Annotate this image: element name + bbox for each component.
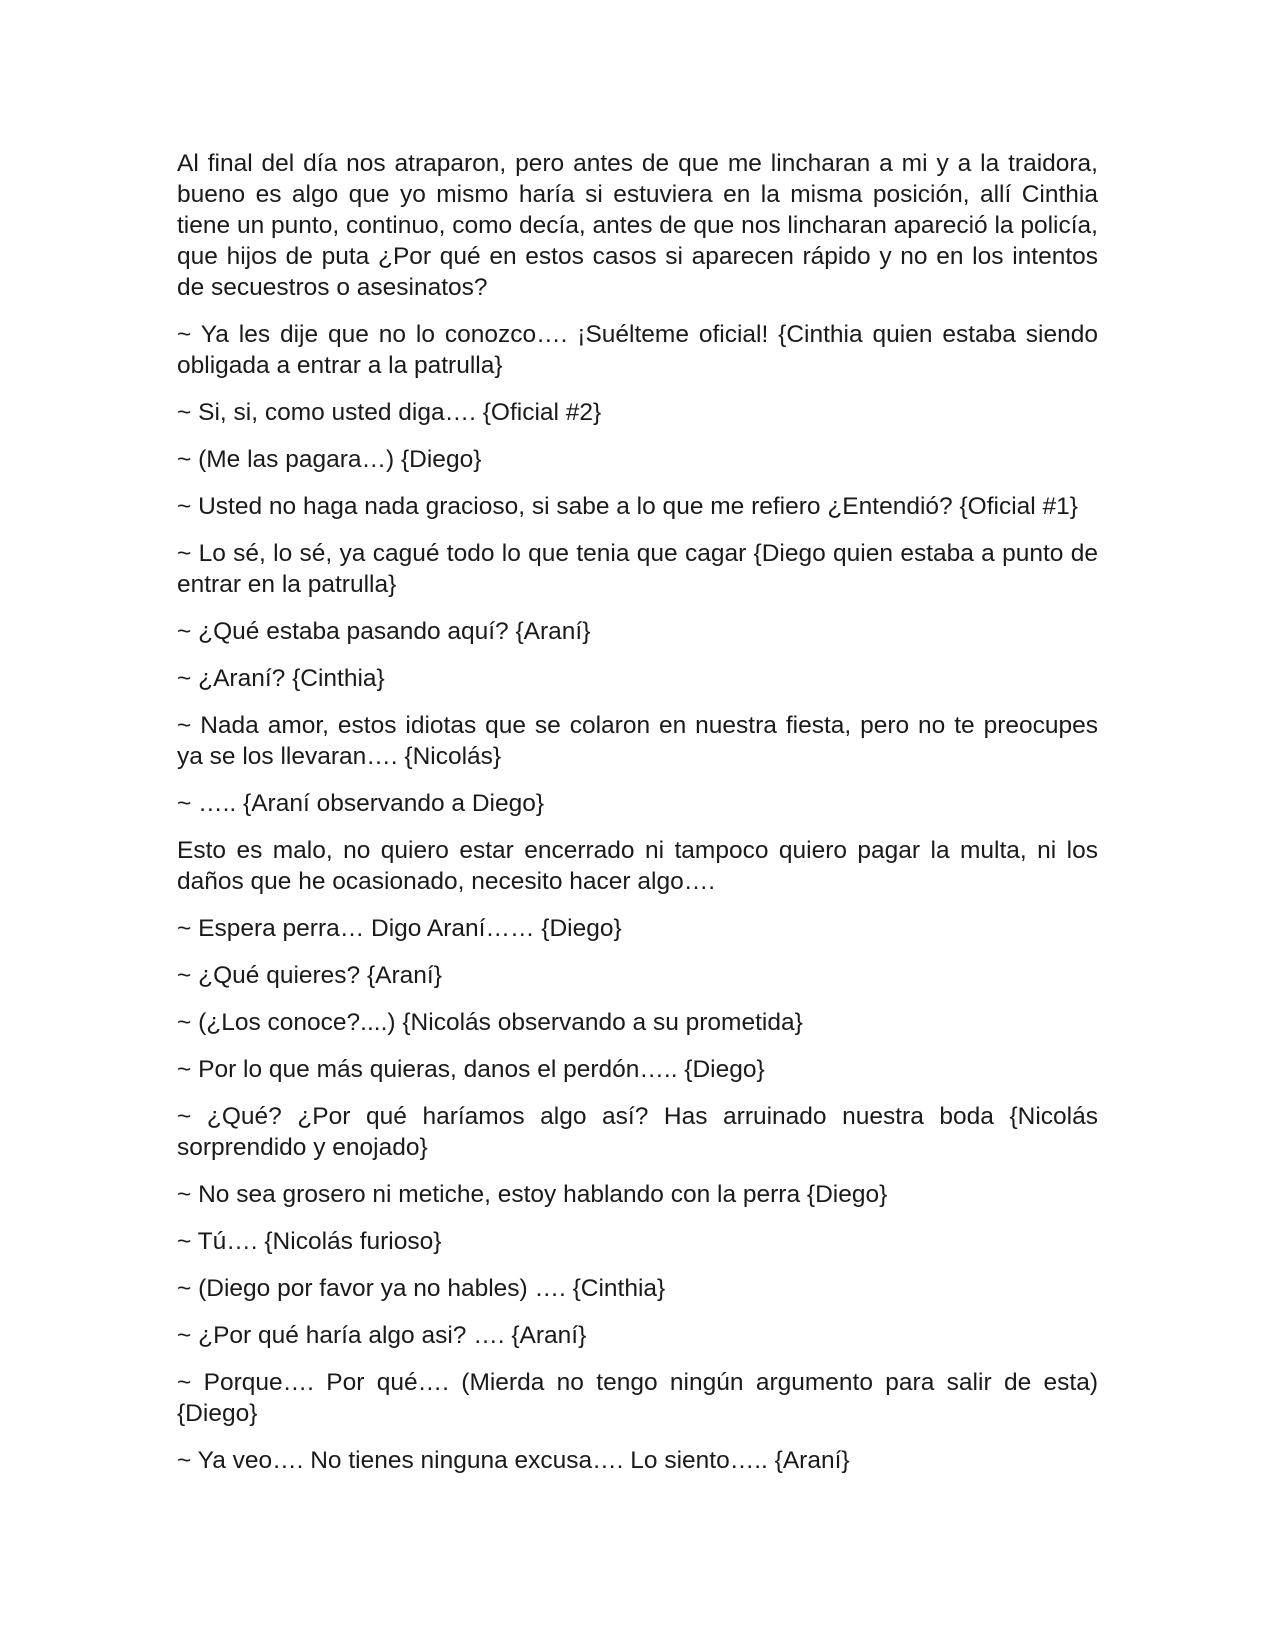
dialogue-line: ~ Porque…. Por qué…. (Mierda no tengo ningún argumento para salir de esta) {Diego} bbox=[177, 1369, 1098, 1427]
dialogue-line: ~ (¿Los conoce?....) {Nicolás observando a su prometida} bbox=[177, 1009, 803, 1036]
dialogue-line: ~ ….. {Araní observando a Diego} bbox=[177, 790, 545, 817]
dialogue-line: ~ Lo sé, lo sé, ya cagué todo lo que tenia que cagar {Diego quien estaba a punto de entrar en la patrulla} bbox=[177, 540, 1098, 598]
dialogue-line: ~ Nada amor, estos idiotas que se colaron en nuestra fiesta, pero no te preocupes ya se los llevaran…. {Nicolás} bbox=[177, 712, 1098, 770]
dialogue-line: ~ ¿Qué? ¿Por qué haríamos algo así? Has arruinado nuestra boda {Nicolás sorprendido y enojado} bbox=[177, 1103, 1098, 1161]
narration-paragraph: Al final del día nos atraparon, pero antes de que me lincharan a mi y a la traidora, bueno es algo que yo mismo haría si estuviera en la misma posición, allí Cinthia tiene un punto, continuo, como decía, antes de que nos lincharan apareció la policía, que hijos de puta ¿Por qué en estos casos si aparecen rápido y no en los intentos de secuestros o asesinatos? bbox=[177, 150, 1098, 301]
narration-paragraph: Esto es malo, no quiero estar encerrado ni tampoco quiero pagar la multa, ni los daños que he ocasionado, necesito hacer algo…. bbox=[177, 837, 1098, 895]
dialogue-line: ~ (Diego por favor ya no hables) …. {Cinthia} bbox=[177, 1275, 666, 1302]
dialogue-line: ~ ¿Qué estaba pasando aquí? {Araní} bbox=[177, 618, 591, 645]
dialogue-line: ~ Espera perra… Digo Araní…… {Diego} bbox=[177, 915, 622, 942]
dialogue-line: ~ Usted no haga nada gracioso, si sabe a lo que me refiero ¿Entendió? {Oficial #1} bbox=[177, 493, 1078, 520]
dialogue-line: ~ Ya les dije que no lo conozco…. ¡Suélteme oficial! {Cinthia quien estaba siendo obligada a entrar a la patrulla} bbox=[177, 321, 1098, 379]
dialogue-line: ~ Por lo que más quieras, danos el perdón….. {Diego} bbox=[177, 1056, 765, 1083]
dialogue-line: ~ ¿Qué quieres? {Araní} bbox=[177, 962, 442, 989]
dialogue-line: ~ No sea grosero ni metiche, estoy hablando con la perra {Diego} bbox=[177, 1181, 888, 1208]
dialogue-line: ~ ¿Por qué haría algo asi? …. {Araní} bbox=[177, 1322, 587, 1349]
dialogue-line: ~ ¿Araní? {Cinthia} bbox=[177, 665, 385, 692]
dialogue-line: ~ Tú…. {Nicolás furioso} bbox=[177, 1228, 442, 1255]
dialogue-line: ~ Si, si, como usted diga…. {Oficial #2} bbox=[177, 399, 602, 426]
dialogue-line: ~ (Me las pagara…) {Diego} bbox=[177, 446, 482, 473]
dialogue-line: ~ Ya veo…. No tienes ninguna excusa…. Lo siento….. {Araní} bbox=[177, 1447, 850, 1474]
document-page bbox=[177, 148, 1098, 1492]
